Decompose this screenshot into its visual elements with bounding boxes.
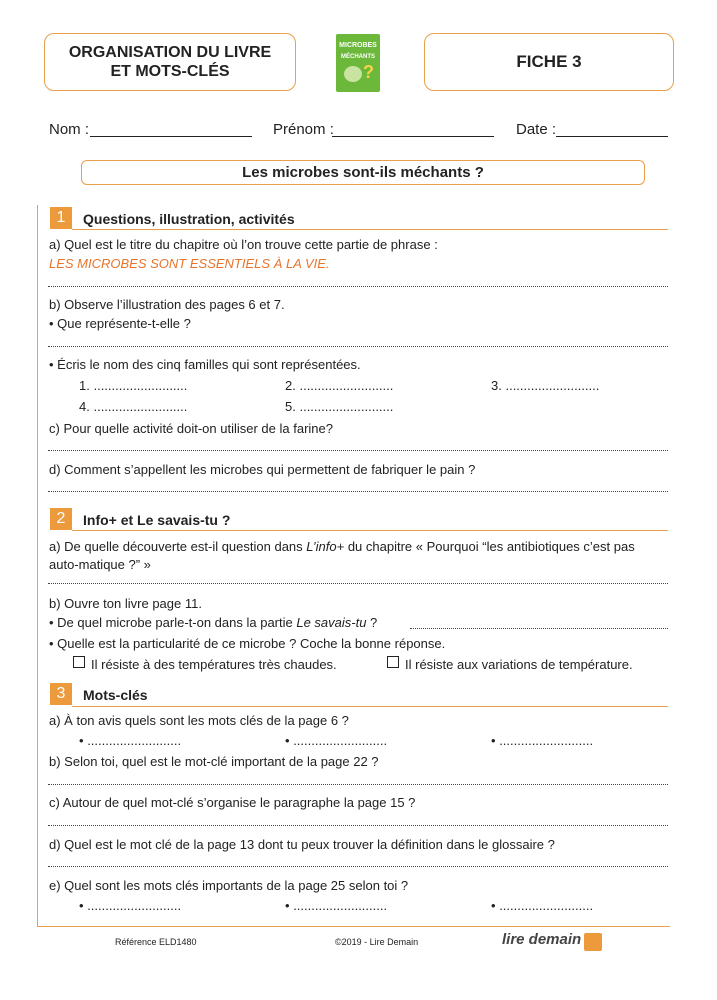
prenom-label: Prénom : <box>273 121 334 138</box>
option1-label: Il résiste à des températures très chaudes. <box>91 657 337 672</box>
book-cover-line1: MICROBES <box>339 42 377 49</box>
s2-question-b1-em: Le savais-tu <box>296 615 367 630</box>
keyword-dots: .......................... <box>87 733 182 748</box>
section2-number: 2 <box>50 508 72 530</box>
keyword-dots: .......................... <box>499 898 594 913</box>
s1-answer-b1-line[interactable] <box>48 346 668 347</box>
section2-underline <box>72 530 668 531</box>
s3-a-keyword-3[interactable] <box>491 733 593 748</box>
document-title-box <box>44 33 296 91</box>
family-item-number: 1. <box>79 378 90 393</box>
option2-label: Il résiste aux variations de température. <box>405 657 633 672</box>
s2-question-b1-part2: ? <box>366 615 378 630</box>
family-item-1[interactable] <box>79 378 187 393</box>
book-icon <box>584 933 602 951</box>
bullet: • <box>79 898 84 913</box>
s3-question-e: e) Quel sont les mots clés importants de la page 25 selon toi ? <box>49 878 409 893</box>
main-title: Les microbes sont-ils méchants ? <box>242 164 484 181</box>
s2-question-a-part2: du chapitre « Pourquoi “les antibiotiques c’est pas <box>344 539 635 554</box>
s2-question-b1 <box>49 615 377 630</box>
family-item-number: 5. <box>285 399 296 414</box>
s2-question-b2: • Quelle est la particularité de ce microbe ? Coche la bonne réponse. <box>49 636 446 651</box>
book-cover-question-mark: ? <box>363 62 374 82</box>
s2-answer-a-line[interactable] <box>48 583 668 584</box>
microbe-illustration <box>344 66 362 82</box>
s3-question-a: a) À ton avis quels sont les mots clés de la page 6 ? <box>49 713 349 728</box>
option2-checkbox[interactable] <box>387 656 399 668</box>
bullet: • <box>285 898 290 913</box>
family-item-5[interactable] <box>285 399 393 414</box>
s3-answer-b-line[interactable] <box>48 784 668 785</box>
family-item-number: 2. <box>285 378 296 393</box>
s3-question-b: b) Selon toi, quel est le mot-clé important de la page 22 ? <box>49 754 379 769</box>
s1-answer-a-line[interactable] <box>48 286 668 287</box>
s1-question-b: b) Observe l’illustration des pages 6 et 7. <box>49 297 285 312</box>
bullet: • <box>79 733 84 748</box>
s3-a-keyword-2[interactable] <box>285 733 387 748</box>
fiche-number-box <box>424 33 674 91</box>
keyword-dots: .......................... <box>499 733 594 748</box>
family-item-dots: .......................... <box>93 399 188 414</box>
s3-question-d: d) Quel est le mot clé de la page 13 dont tu peux trouver la définition dans le glossaire ? <box>49 837 555 852</box>
family-item-dots: .......................... <box>93 378 188 393</box>
document-title-line1: ORGANISATION DU LIVRE <box>68 44 272 61</box>
s3-answer-d-line[interactable] <box>48 866 668 867</box>
s2-question-a-part1: a) De quelle découverte est-il question dans <box>49 539 307 554</box>
main-title-box <box>81 160 645 185</box>
s1-question-a: a) Quel est le titre du chapitre où l’on trouve cette partie de phrase : <box>49 237 438 252</box>
family-item-number: 3. <box>491 378 502 393</box>
publisher-logo: lire demain <box>502 931 582 948</box>
option1-checkbox[interactable] <box>73 656 85 668</box>
s1-question-b2: • Écris le nom des cinq familles qui sont représentées. <box>49 357 361 372</box>
family-item-dots: .......................... <box>505 378 600 393</box>
footer-reference: Référence ELD1480 <box>115 937 197 947</box>
family-item-dots: .......................... <box>299 399 394 414</box>
s3-e-keyword-2[interactable] <box>285 898 387 913</box>
book-cover-line2: MÉCHANTS <box>341 54 375 60</box>
s1-answer-d-line[interactable] <box>48 491 668 492</box>
bullet: • <box>491 733 496 748</box>
family-item-3[interactable] <box>491 378 599 393</box>
section3-number: 3 <box>50 683 72 705</box>
bullet: • <box>285 733 290 748</box>
family-item-dots: .......................... <box>299 378 394 393</box>
bottom-border <box>37 926 670 927</box>
section2-title: Info+ et Le savais-tu ? <box>83 512 231 528</box>
s2-question-a <box>49 539 635 554</box>
nom-label: Nom : <box>49 121 90 138</box>
date-field[interactable] <box>556 136 668 137</box>
s3-e-keyword-3[interactable] <box>491 898 593 913</box>
book-cover-image <box>336 34 380 92</box>
s2-question-a-em: L’info+ <box>306 539 345 554</box>
fiche-number: FICHE 3 <box>516 52 582 71</box>
s3-e-keyword-1[interactable] <box>79 898 181 913</box>
s1-question-c: c) Pour quelle activité doit-on utiliser de la farine? <box>49 421 333 436</box>
s2-question-b1-part1: • De quel microbe parle-t-on dans la partie <box>49 615 297 630</box>
nom-field[interactable] <box>90 136 252 137</box>
footer-copyright: ©2019 - Lire Demain <box>335 937 419 947</box>
s1-question-d: d) Comment s’appellent les microbes qui permettent de fabriquer le pain ? <box>49 462 476 477</box>
left-border <box>37 205 38 927</box>
section3-underline <box>72 706 668 707</box>
prenom-field[interactable] <box>332 136 494 137</box>
s2-answer-b1-line[interactable] <box>410 628 668 629</box>
keyword-dots: .......................... <box>87 898 182 913</box>
s2-question-b: b) Ouvre ton livre page 11. <box>49 596 202 611</box>
s3-a-keyword-1[interactable] <box>79 733 181 748</box>
s3-answer-c-line[interactable] <box>48 825 668 826</box>
family-item-4[interactable] <box>79 399 187 414</box>
section1-title: Questions, illustration, activités <box>83 211 295 227</box>
section3-title: Mots-clés <box>83 687 148 703</box>
s3-question-c: c) Autour de quel mot-clé s’organise le paragraphe la page 15 ? <box>49 795 416 810</box>
s1-question-a-quote: LES MICROBES SONT ESSENTIELS À LA VIE. <box>49 256 330 271</box>
date-label: Date : <box>516 121 557 138</box>
document-title-line2: ET MOTS-CLÉS <box>110 63 230 80</box>
s1-answer-c-line[interactable] <box>48 450 668 451</box>
family-item-number: 4. <box>79 399 90 414</box>
family-item-2[interactable] <box>285 378 393 393</box>
keyword-dots: .......................... <box>293 898 388 913</box>
section1-number: 1 <box>50 207 72 229</box>
s2-question-a-line2: auto-matique ?” » <box>49 557 151 572</box>
bullet: • <box>491 898 496 913</box>
s1-question-b1: • Que représente-t-elle ? <box>49 316 191 331</box>
section1-underline <box>72 229 668 230</box>
keyword-dots: .......................... <box>293 733 388 748</box>
